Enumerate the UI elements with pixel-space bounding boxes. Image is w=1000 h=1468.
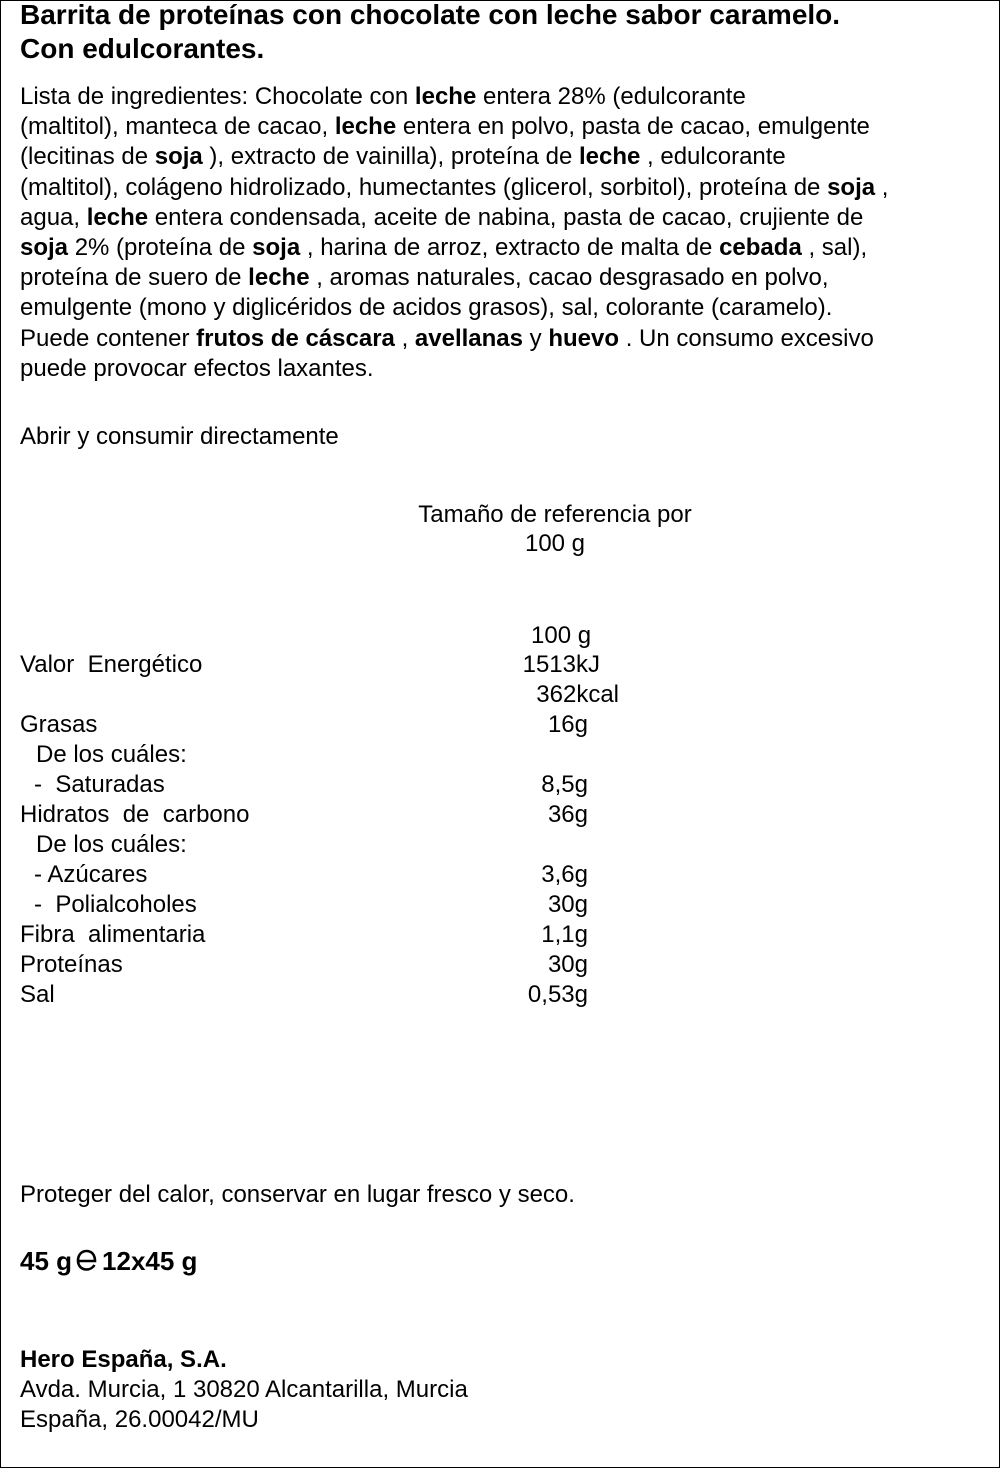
allergen-text: soja bbox=[252, 234, 301, 262]
ingredients-text: (maltitol), manteca de cacao, bbox=[20, 113, 335, 141]
company-address: Avda. Murcia, 1 30820 Alcantarilla, Murcia bbox=[20, 1376, 468, 1403]
nutrition-row-energy-kcal bbox=[0, 680, 1000, 710]
ingredients-line bbox=[20, 142, 990, 172]
company-name: Hero España, S.A. bbox=[20, 1346, 227, 1373]
product-title-line2: Con edulcorantes. bbox=[20, 33, 265, 64]
ingredients-line bbox=[20, 112, 990, 142]
nutrition-label: - Polialcoholes bbox=[34, 891, 197, 918]
ingredients-text: , harina de arroz, extracto de malta de bbox=[300, 234, 720, 262]
nutrition-row bbox=[0, 770, 1000, 800]
nutrition-label: Proteínas bbox=[20, 951, 123, 978]
ingredients-text: agua, bbox=[20, 203, 87, 231]
ingredients-text: 2% (proteína de bbox=[68, 234, 253, 262]
ingredients-list bbox=[20, 82, 990, 384]
storage-instructions: Proteger del calor, conservar en lugar fresco y seco. bbox=[20, 1181, 575, 1208]
allergen-text: leche bbox=[578, 143, 641, 171]
ingredients-text: (lecitinas de bbox=[20, 143, 155, 171]
nutrition-value: 8,5g bbox=[541, 771, 588, 798]
nutrition-label: - Saturadas bbox=[34, 771, 165, 798]
nutrition-label: De los cuáles: bbox=[36, 741, 187, 768]
nutrition-row-energy-kj bbox=[0, 650, 1000, 680]
ingredients-text: , sal), bbox=[801, 234, 868, 262]
nutrition-row bbox=[0, 890, 1000, 920]
ingredients-line bbox=[20, 263, 990, 293]
nutrition-value: 362kcal bbox=[536, 681, 619, 708]
ingredients-text: puede provocar efectos laxantes. bbox=[20, 354, 374, 382]
ingredients-line bbox=[20, 354, 990, 384]
allergen-text: huevo bbox=[548, 324, 620, 352]
product-title bbox=[20, 0, 1000, 66]
ingredients-text: , bbox=[394, 324, 415, 352]
usage-instructions: Abrir y consumir directamente bbox=[20, 423, 339, 450]
ingredients-text: . Un consumo excesivo bbox=[619, 324, 874, 352]
ingredients-line bbox=[20, 293, 990, 323]
ingredients-text: , aromas naturales, cacao desgrasado en polvo, bbox=[309, 264, 829, 292]
allergen-text: soja bbox=[827, 173, 876, 201]
nutrition-label: Hidratos de carbono bbox=[20, 801, 250, 828]
allergen-text: leche bbox=[334, 113, 397, 141]
nutrition-label: De los cuáles: bbox=[36, 831, 187, 858]
ingredients-text: Puede contener bbox=[20, 324, 197, 352]
nutrition-row bbox=[0, 860, 1000, 890]
reference-size-line1: Tamaño de referencia por bbox=[418, 501, 692, 528]
ingredients-text: ), extracto de vainilla), proteína de bbox=[202, 143, 579, 171]
allergen-text: avellanas bbox=[414, 324, 524, 352]
ingredients-text: , bbox=[875, 173, 889, 201]
ingredients-text: , edulcorante bbox=[640, 143, 786, 171]
nutrition-row bbox=[0, 980, 1000, 1010]
ingredients-line bbox=[20, 324, 990, 354]
ingredients-text: proteína de suero de bbox=[20, 264, 249, 292]
nutrition-row bbox=[0, 920, 1000, 950]
nutrition-label: Grasas bbox=[20, 711, 98, 738]
nutrition-column-header: 100 g bbox=[531, 622, 592, 649]
ingredients-line bbox=[20, 203, 990, 233]
allergen-text: soja bbox=[20, 234, 69, 262]
allergen-text: leche bbox=[248, 264, 310, 292]
ingredients-line bbox=[20, 82, 990, 112]
ingredients-text: Lista de ingredientes: Chocolate con bbox=[20, 83, 415, 110]
allergen-text: frutos de cáscara bbox=[196, 324, 395, 352]
nutrition-label: Fibra alimentaria bbox=[20, 921, 206, 948]
ingredients-line bbox=[20, 233, 990, 263]
nutrition-value: 30g bbox=[547, 951, 588, 978]
nutrition-label: - Azúcares bbox=[34, 861, 148, 888]
nutrition-value: 0,53g bbox=[527, 981, 588, 1008]
nutrition-value: 3,6g bbox=[541, 861, 588, 888]
nutrition-row bbox=[0, 950, 1000, 980]
ingredients-line bbox=[20, 173, 990, 203]
ingredients-text: entera 28% (edulcorante bbox=[476, 83, 746, 110]
nutrition-label: Sal bbox=[20, 981, 55, 1008]
allergen-text: leche bbox=[86, 203, 149, 231]
allergen-text: leche bbox=[414, 83, 477, 110]
nutrition-row bbox=[0, 740, 1000, 770]
nutrition-value: 1513kJ bbox=[522, 651, 600, 678]
nutrition-value: 36g bbox=[547, 801, 588, 828]
ingredients-text: (maltitol), colágeno hidrolizado, humectantes (glicerol, sorbitol), proteína de bbox=[20, 173, 828, 201]
ingredients-text: y bbox=[523, 324, 549, 352]
nutrition-label: Valor Energético bbox=[20, 651, 203, 678]
nutrition-row bbox=[0, 710, 1000, 740]
company-info bbox=[20, 1345, 468, 1435]
ingredients-text: emulgente (mono y diglicéridos de acidos grasos), sal, colorante (caramelo). bbox=[20, 294, 833, 322]
nutrition-value: 30g bbox=[547, 891, 588, 918]
allergen-text: soja bbox=[154, 143, 203, 171]
net-weight bbox=[20, 1244, 197, 1280]
reference-size-line2: 100 g bbox=[524, 530, 586, 557]
nutrition-value: 1,1g bbox=[541, 921, 588, 948]
net-weight-single: 45 g bbox=[20, 1246, 73, 1276]
nutrition-value: 16g bbox=[547, 711, 588, 738]
nutrition-row bbox=[0, 800, 1000, 830]
reference-size bbox=[405, 500, 705, 558]
ingredients-text: entera en polvo, pasta de cacao, emulgente bbox=[396, 113, 870, 141]
net-weight-pack: 12x45 g bbox=[102, 1246, 198, 1276]
product-title-line1: Barrita de proteínas con chocolate con leche sabor caramelo. bbox=[20, 0, 841, 30]
company-registry: España, 26.00042/MU bbox=[20, 1406, 259, 1433]
nutrition-row bbox=[0, 830, 1000, 860]
ingredients-text: entera condensada, aceite de nabina, pasta de cacao, crujiente de bbox=[148, 203, 864, 231]
allergen-text: cebada bbox=[719, 234, 802, 262]
estimated-sign-icon bbox=[74, 1246, 100, 1280]
